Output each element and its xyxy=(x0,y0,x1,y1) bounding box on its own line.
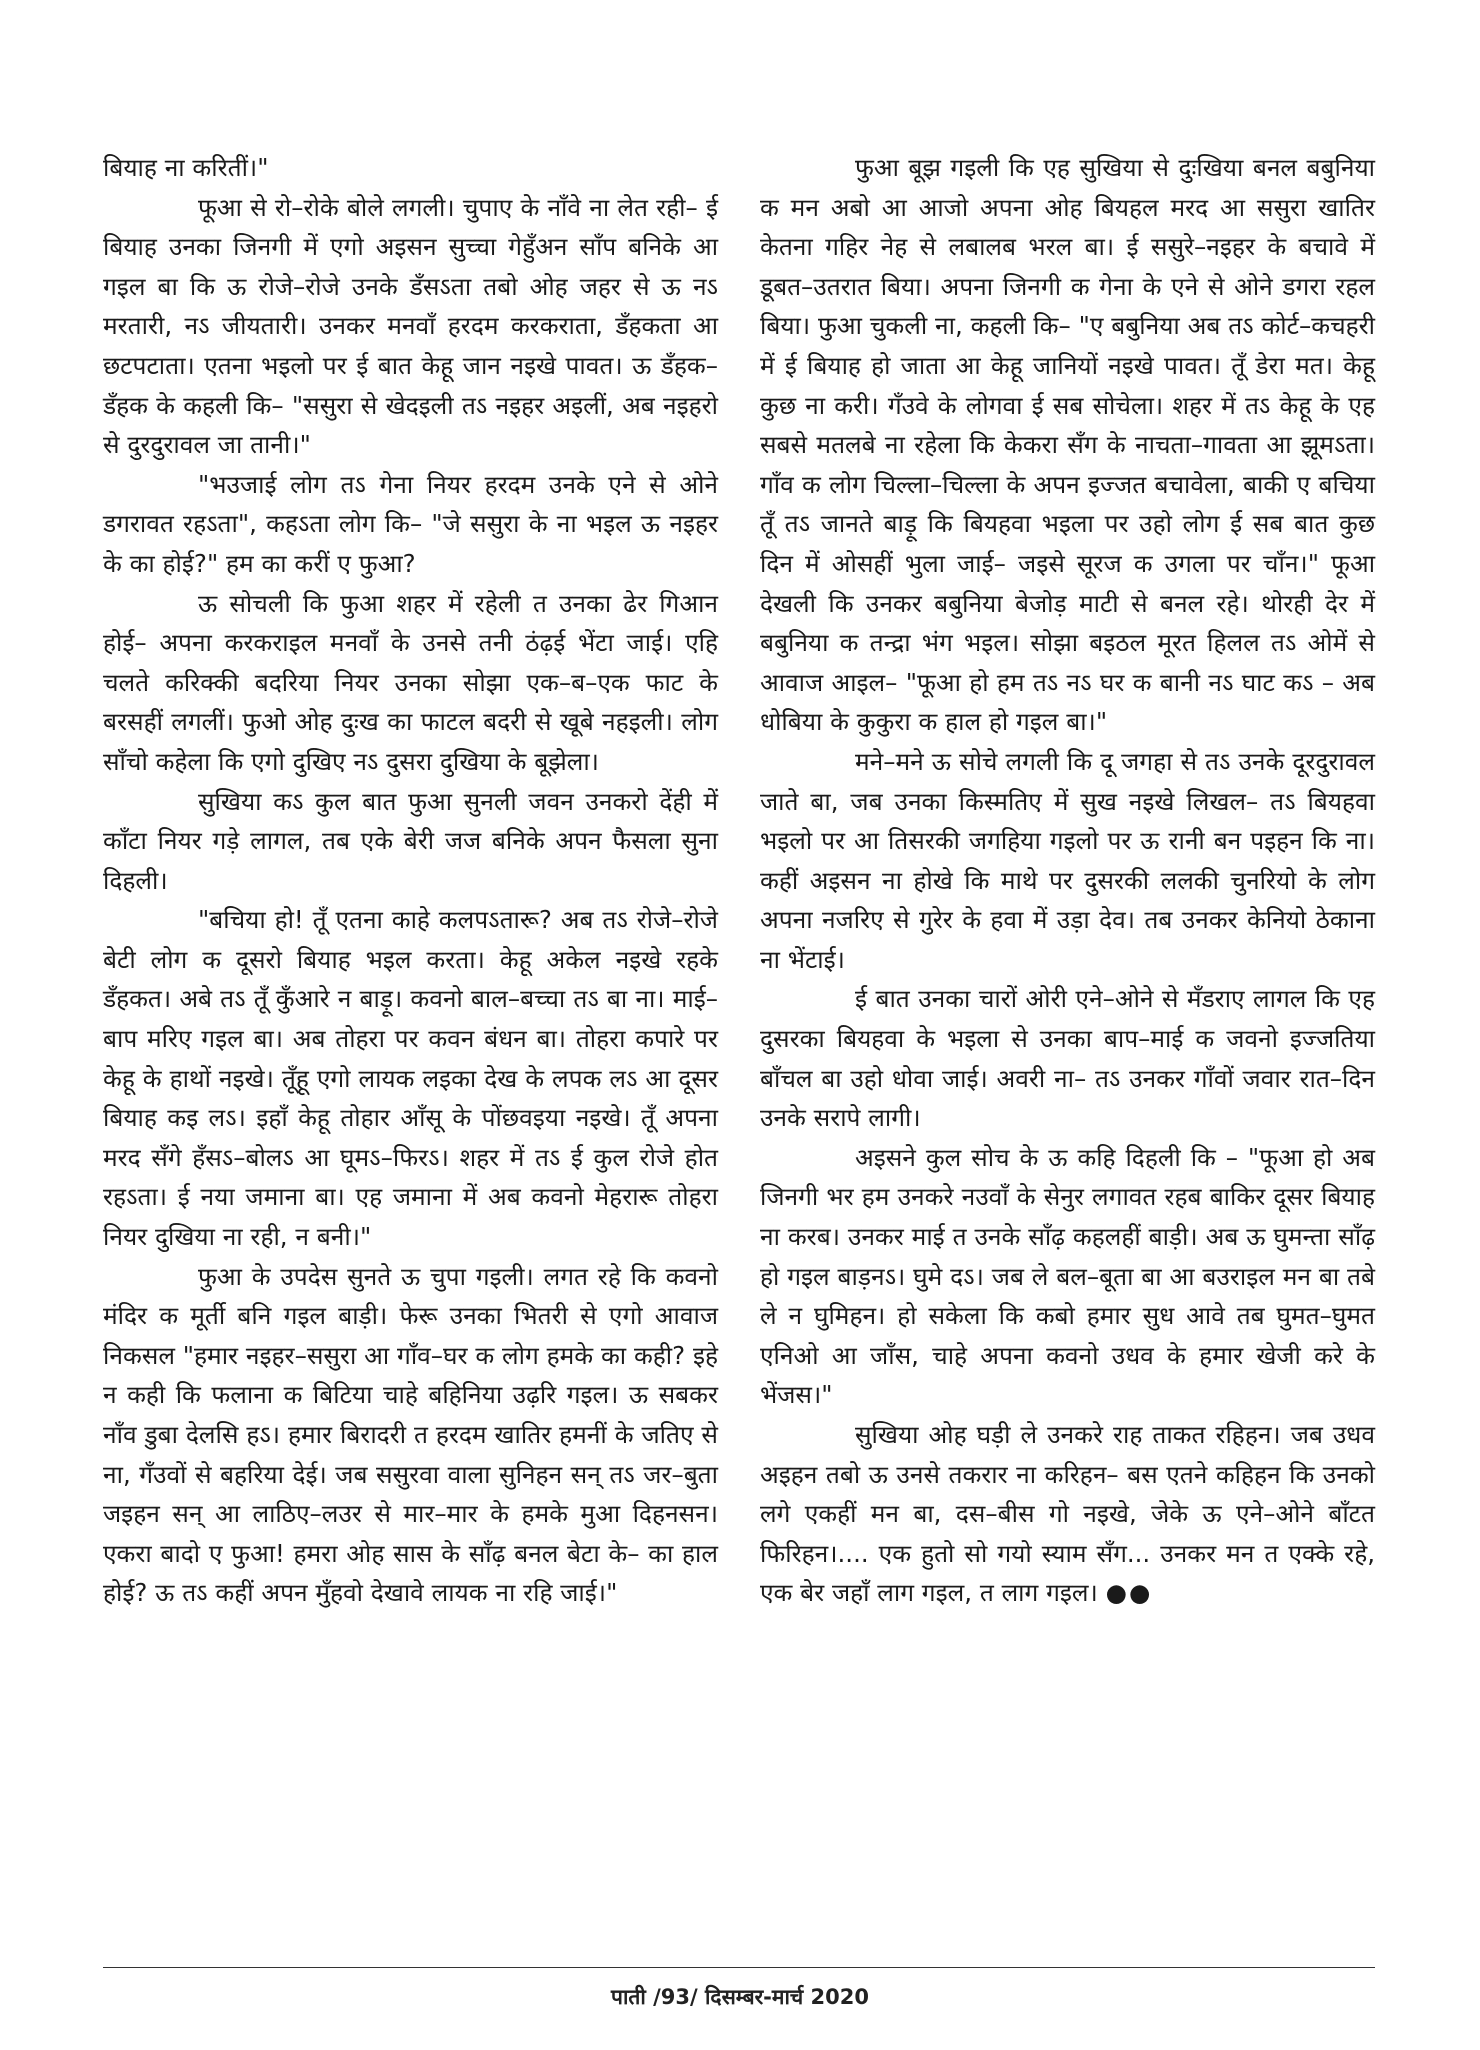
paragraph: फुआ बूझ गइली कि एह सुखिया से दुःखिया बनल बबुनिया क मन अबो आ आजो अपना ओह बियहल मरद आ ससुरा खातिर केतना गहिर नेह से लबालब भरल बा। ई ससुरे–नइहर के बचावे में डूबत–उतरात बिया। अपना जिनगी क गेना के एने से ओने डगरा रहल बिया। फुआ चुकली ना, कहली कि– "ए बबुनिया अब तऽ कोर्ट–कचहरी में ई बियाह हो जाता आ केहू जानियों नइखे पावत। तूँ डेरा मत। केहू कुछ ना करी। गँउवे के लोगवा ई सब सोचेला। शहर में तऽ केहू के एह सबसे मतलबे ना रहेला कि केकरा सँग के नाचता–गावता आ झूमऽता। गाँव क लोग चिल्ला–चिल्ला के अपन इज्जत बचावेला, बाकी ए बचिया तूँ तऽ जानते बाड़ू कि बियहवा भइला पर उहो लोग ई सब बात कुछ दिन में ओसहीं भुला जाई– जइसे सूरज क उगला पर चाँन।" फूआ देखली कि उनकर बबुनिया बेजोड़ माटी से बनल रहे। थोरही देर में बबुनिया क तन्द्रा भंग भइल। सोझा बइठल मूरत हिलल तऽ ओमें से आवाज आइल– "फूआ हो हम तऽ नऽ घर क बानी नऽ घाट कऽ – अब धोबिया के कुकुरा क हाल हो गइल बा।" xyxy=(760,153,1375,737)
footer-rule xyxy=(103,1967,1375,1968)
paragraph: ई बात उनका चारों ओरी एने–ओने से मँडराए लागल कि एह दुसरका बियहवा के भइला से उनका बाप–माई क जवनो इज्जतिया बाँचल बा उहो धोवा जाई। अवरी ना– तऽ उनकर गाँवों जवार रात–दिन उनके सरापे लागी। xyxy=(760,984,1375,1133)
paragraph: अइसने कुल सोच के ऊ कहि दिहली कि – "फूआ हो अब जिनगी भर हम उनकरे नउवाँ के सेनुर लगावत रहब बाकिर दूसर बियाह ना करब। उनकर माई त उनके साँढ़ कहलहीं बाड़ी। अब ऊ घुमन्ता साँढ़ हो गइल बाड़नऽ। घुमे दऽ। जब ले बल–बूता बा आ बउराइल मन बा तबे ले न घुमिहन। हो सकेला कि कबो हमार सुध आवे तब घुमत–घुमत एनिओ आ जाँस, चाहे अपना कवनो उधव के हमार खेजी करे के भेंजस।" xyxy=(760,1142,1375,1410)
paragraph: "बचिया हो! तूँ एतना काहे कलपऽतारू? अब तऽ रोजे–रोजे बेटी लोग क दूसरो बियाह भइल करता। केहू अकेल नइखे रहके डँहकत। अबे तऽ तूँ कुँआरे न बाड़ू। कवनो बाल–बच्चा तऽ बा ना। माई–बाप मरिए गइल बा। अब तोहरा पर कवन बंधन बा। तोहरा कपारे पर केहू के हाथों नइखे। तूँहू एगो लायक लइका देख के लपक लऽ आ दूसर बियाह कइ लऽ। इहाँ केहू तोहार आँसू के पोंछवइया नइखे। तूँ अपना मरद सँगे हँसऽ–बोलऽ आ घूमऽ–फिरऽ। शहर में तऽ ई कुल रोजे होत रहऽता। ई नया जमाना बा। एह जमाना में अब कवनो मेहरारू तोहरा नियर दुखिया ना रही, न बनी।" xyxy=(103,905,718,1252)
paragraph-final xyxy=(760,1415,1375,1613)
left-column xyxy=(103,148,718,1613)
end-mark: ●● xyxy=(1105,1578,1153,1608)
paragraph: बियाह ना करितीं।" xyxy=(103,153,269,182)
right-column xyxy=(760,148,1375,1613)
paragraph: "भउजाई लोग तऽ गेना नियर हरदम उनके एने से ओने डगरावत रहऽता", कहऽता लोग कि– "जे ससुरा के ना भइल ऊ नइहर के का होई?" हम का करीं ए फुआ? xyxy=(103,469,718,578)
paragraph-text: सुखिया ओह घड़ी ले उनकरे राह ताकत रहिहन। जब उधव अइहन तबो ऊ उनसे तकरार ना करिहन– बस एतने कहिहन कि उनको लगे एकहीं मन बा, दस–बीस गो नइखे, जेके ऊ एने–ओने बाँटत फिरिहन।.... एक हुतो सो गयो स्याम सँग... उनकर मन त एक्के रहे, एक बेर जहाँ लाग गइल, त लाग गइल। xyxy=(760,1420,1375,1608)
paragraph: ऊ सोचली कि फुआ शहर में रहेली त उनका ढेर गिआन होई– अपना करकराइल मनवाँ के उनसे तनी ठंढ़ई भेंटा जाई। एहि चलते करिक्की बदरिया नियर उनका सोझा एक–ब–एक फाट के बरसहीं लगलीं। फुओ ओह दुःख का फाटल बदरी से खूबे नहइली। लोग साँचो कहेला कि एगो दुखिए नऽ दुसरा दुखिया के बूझेला। xyxy=(103,588,718,776)
paragraph: फूआ से रो–रोके बोले लगली। चुपाए के नाँवे ना लेत रही– ई बियाह उनका जिनगी में एगो अइसन सुच्चा गेहुँअन साँप बनिके आ गइल बा कि ऊ रोजे–रोजे उनके डँसऽता तबो ओह जहर से ऊ नऽ मरतारी, नऽ जीयतारी। उनकर मनवाँ हरदम करकराता, डँहकता आ छटपटाता। एतना भइलो पर ई बात केहू जान नइखे पावत। ऊ डँहक–डँहक के कहली कि– "ससुरा से खेदइली तऽ नइहर अइलीं, अब नइहरो से दुरदुरावल जा तानी।" xyxy=(103,192,718,460)
paragraph: सुखिया कऽ कुल बात फुआ सुनली जवन उनकरो देंही में काँटा नियर गड़े लागल, तब एके बेरी जज बनिके अपन फैसला सुना दिहली। xyxy=(103,786,718,895)
page-footer: पाती /93/ दिसम्बर-मार्च 2020 xyxy=(611,1985,869,2009)
paragraph: मने–मने ऊ सोचे लगली कि दू जगहा से तऽ उनके दूरदुरावल जाते बा, जब उनका किस्मतिए में सुख नइखे लिखल– तऽ बियहवा भइलो पर आ तिसरकी जगहिया गइलो पर ऊ रानी बन पइहन कि ना। कहीं अइसन ना होखे कि माथे पर दुसरकी ललकी चुनरियो के लोग अपना नजरिए से गुरेर के हवा में उड़ा देव। तब उनकर केनियो ठेकाना ना भेंटाई। xyxy=(760,746,1375,974)
paragraph: फुआ के उपदेस सुनते ऊ चुपा गइली। लगत रहे कि कवनो मंदिर क मूर्ती बनि गइल बाड़ी। फेरू उनका भितरी से एगो आवाज निकसल "हमार नइहर–ससुरा आ गाँव–घर क लोग हमके का कही? इहे न कही कि फलाना क बिटिया चाहे बहिनिया उढ़रि गइल। ऊ सबकर नाँव डुबा देलसि हऽ। हमार बिरादरी त हरदम खातिर हमनीं के जतिए से ना, गँउवों से बहरिया देई। जब ससुरवा वाला सुनिहन सन् तऽ जर–बुता जइहन सन् आ लाठिए–लउर से मार–मार के हमके मुआ दिहनसन। एकरा बादो ए फुआ! हमरा ओह सास के साँढ़ बनल बेटा के– का हाल होई? ऊ तऽ कहीं अपन मुँहवो देखावे लायक ना रहि जाई।" xyxy=(103,1261,718,1608)
